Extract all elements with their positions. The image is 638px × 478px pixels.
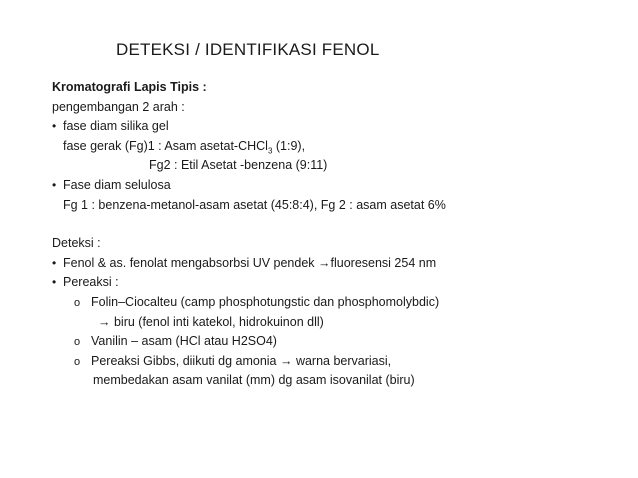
bullet-marker: • xyxy=(52,119,57,134)
intro-text: pengembangan 2 arah : xyxy=(52,99,185,114)
bullet-uv xyxy=(52,254,622,274)
heading-deteksi: Deteksi : xyxy=(52,236,101,251)
sub-item-gibbs-cont: membedakan asam vanilat (mm) dg asam isovanilat (biru) xyxy=(93,373,415,388)
fg-cellulose-line: Fg 1 : benzena-metanol-asam asetat (45:8:4), Fg 2 : asam asetat 6% xyxy=(63,197,446,212)
bullet-pereaksi xyxy=(52,273,622,293)
fg1-prefix: fase gerak (Fg)1 : Asam asetat-CHCl xyxy=(63,138,268,153)
sub-item-text: Folin–Ciocalteu (camp phosphotungstic dan phosphomolybdic) xyxy=(91,294,440,309)
bullet-text: Fase diam selulosa xyxy=(63,177,171,192)
sub-item-vanilin xyxy=(52,332,622,352)
sub-bullet-marker: o xyxy=(74,296,81,309)
bullet-text: Fenol & as. fenolat mengabsorbsi UV pendek →fluoresensi 254 nm xyxy=(63,255,437,270)
spacer xyxy=(52,215,622,234)
fg1-subscript: 3 xyxy=(267,146,273,156)
sub-item-text: Vanilin – asam (HCl atau H2SO4) xyxy=(91,334,277,349)
fg1-suffix: (1:9), xyxy=(272,138,306,153)
sub-item-text: Pereaksi Gibbs, diikuti dg amonia → warna bervariasi, xyxy=(91,353,392,368)
sub-bullet-marker: o xyxy=(74,355,81,368)
bullet-text: Pereaksi : xyxy=(63,275,119,290)
sub-item-gibbs xyxy=(52,352,622,372)
bullet-text: fase diam silika gel xyxy=(63,119,169,134)
bullet-selulosa xyxy=(52,176,622,196)
slide-content xyxy=(52,78,622,391)
bullet-marker: • xyxy=(52,177,57,192)
heading-kromatografi: Kromatografi Lapis Tipis : xyxy=(52,80,207,94)
sub-item-folin xyxy=(52,293,622,313)
sub-item-folin-cont: → biru (fenol inti katekol, hidrokuinon dll) xyxy=(98,314,324,329)
bullet-marker: • xyxy=(52,255,57,270)
slide-title: DETEKSI / IDENTIFIKASI FENOL xyxy=(116,40,380,59)
bullet-marker: • xyxy=(52,275,57,290)
bullet-silika xyxy=(52,117,622,137)
fg1-line xyxy=(52,137,622,157)
fg2-line: Fg2 : Etil Asetat -benzena (9:11) xyxy=(149,158,328,173)
sub-bullet-marker: o xyxy=(74,336,81,349)
